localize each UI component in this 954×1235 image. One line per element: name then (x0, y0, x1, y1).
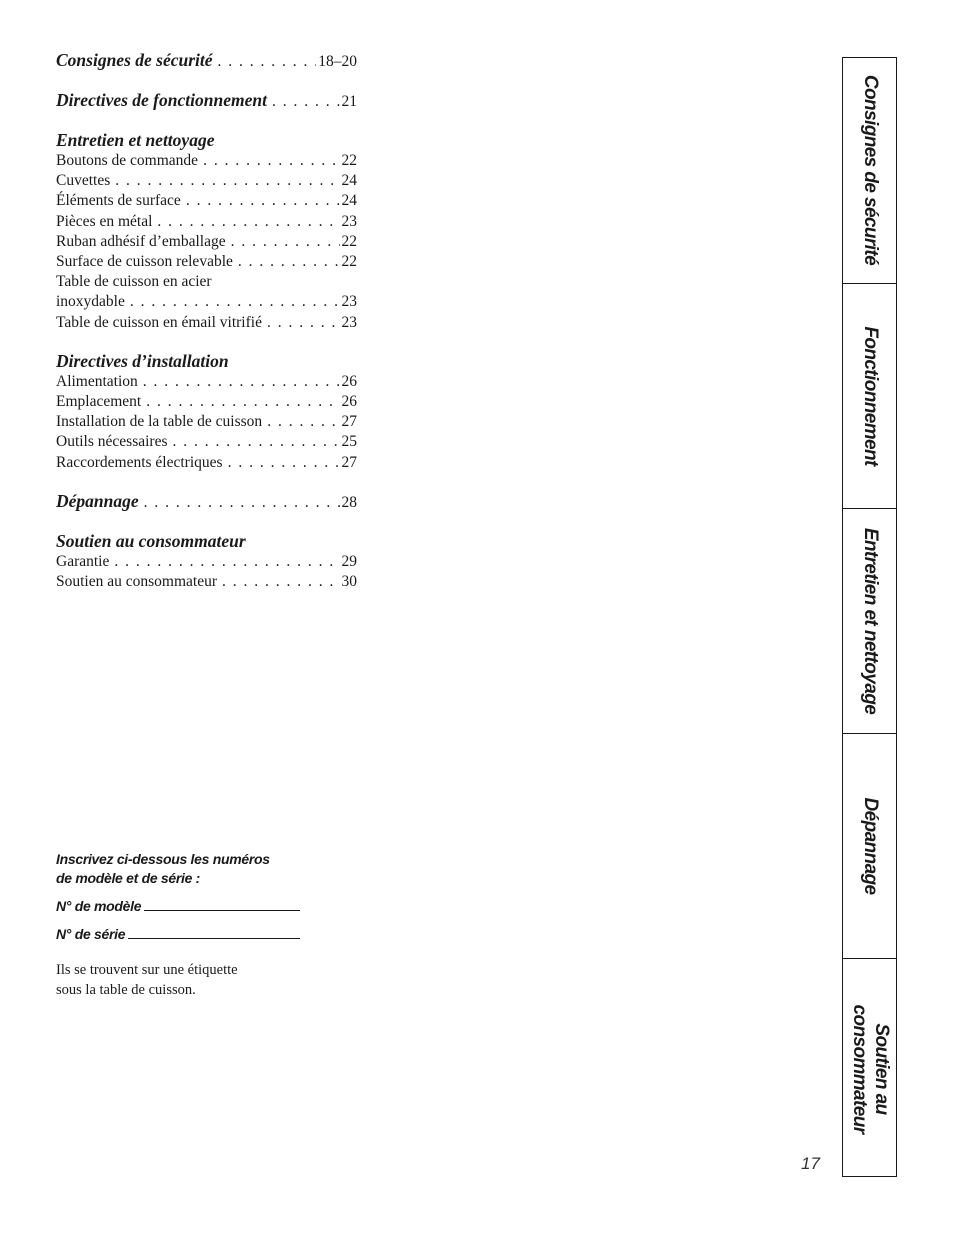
serial-number-line (56, 926, 300, 954)
toc-page-number: 30 (341, 573, 357, 591)
toc-entry-label: Installation de la table de cuisson (56, 413, 263, 431)
toc-page-number: 21 (341, 93, 357, 110)
dot-leader (130, 292, 340, 312)
toc-entry-label[interactable]: Table de cuisson en acier (56, 273, 212, 291)
toc-entry-label: Pièces en métal (56, 212, 153, 230)
dot-leader (272, 91, 340, 112)
tab-label: Dépannage (859, 797, 881, 895)
toc-entry-label: Outils nécessaires (56, 433, 168, 451)
toc-page-number: 22 (341, 232, 357, 250)
dot-leader (222, 572, 340, 592)
dot-leader (186, 191, 340, 211)
toc-entry[interactable] (56, 453, 357, 473)
toc-page-number: 26 (341, 372, 357, 390)
toc-section-safety (56, 50, 357, 72)
toc-heading-row[interactable] (56, 491, 357, 513)
toc-entry-label: Emplacement (56, 393, 142, 411)
toc-entry[interactable] (56, 171, 357, 191)
dot-leader (143, 372, 340, 392)
table-of-contents (56, 50, 357, 610)
dot-leader (238, 252, 340, 272)
toc-entry-label: Boutons de commande (56, 152, 199, 169)
toc-heading: Dépannage (56, 490, 139, 511)
toc-page-number: 23 (341, 313, 357, 331)
toc-heading: Directives de fonctionnement (56, 90, 267, 110)
toc-page-number: 24 (341, 172, 357, 190)
note-line: Ils se trouvent sur une étiquette (56, 962, 238, 978)
toc-page-number: 29 (341, 552, 357, 570)
dot-leader (267, 313, 340, 333)
tab-care-cleaning[interactable] (843, 508, 896, 734)
toc-section-installation (56, 351, 357, 473)
dot-leader (231, 232, 340, 252)
toc-entry-label-continued: inoxydable (56, 293, 125, 311)
tab-label (848, 1004, 892, 1133)
toc-entry[interactable] (56, 151, 357, 171)
toc-entry-label: Raccordements électriques (56, 453, 223, 471)
toc-entry[interactable] (56, 412, 357, 432)
toc-page-number: 22 (341, 253, 357, 271)
toc-entry[interactable] (56, 392, 357, 412)
dot-leader (228, 453, 340, 473)
toc-heading: Entretien et nettoyage (56, 130, 215, 150)
model-number-label: N° de modèle (56, 898, 142, 914)
toc-entry-label: Surface de cuisson relevable (56, 253, 233, 271)
dot-leader (157, 212, 339, 232)
toc-entry-label: Garantie (56, 552, 110, 570)
toc-page-number: 26 (341, 393, 357, 411)
tab-label-line: consommateur (848, 1004, 870, 1134)
record-instructions-line: de modèle et de série : (56, 870, 201, 886)
model-number-line (56, 898, 300, 926)
dot-leader (267, 412, 339, 432)
section-tabs (842, 57, 897, 1177)
toc-entry[interactable] (56, 313, 357, 333)
toc-page-number: 27 (341, 413, 357, 431)
toc-entry[interactable] (56, 252, 357, 272)
toc-section-troubleshooting (56, 491, 357, 513)
toc-entry[interactable] (56, 572, 357, 592)
tab-label: Entretien et nettoyage (859, 527, 881, 715)
tab-safety[interactable] (843, 58, 896, 283)
toc-entry[interactable] (56, 292, 357, 312)
dot-leader (144, 492, 340, 513)
toc-page-number: 27 (341, 453, 357, 471)
toc-entry[interactable] (56, 232, 357, 252)
toc-section-consumer-support (56, 531, 357, 592)
tab-troubleshooting[interactable] (843, 733, 896, 959)
toc-page-number: 18–20 (318, 53, 357, 70)
toc-heading: Consignes de sécurité (56, 50, 213, 70)
toc-entry-label: Soutien au consommateur (56, 573, 217, 591)
toc-page-number: 23 (341, 293, 357, 311)
dot-leader (203, 151, 339, 171)
toc-heading-row[interactable] (56, 50, 357, 72)
toc-page-number: 25 (341, 433, 357, 451)
toc-entry-label: Alimentation (56, 372, 138, 390)
tab-consumer-support[interactable] (843, 958, 896, 1179)
dot-leader (218, 51, 317, 72)
toc-section-operating (56, 90, 357, 112)
record-instructions-line: Inscrivez ci-dessous les numéros (56, 851, 270, 867)
toc-entry-label: Éléments de surface (56, 192, 181, 210)
toc-page-number: 22 (341, 152, 357, 169)
toc-page-number: 28 (341, 493, 357, 511)
toc-entry-label: Table de cuisson en émail vitrifié (56, 313, 262, 331)
dot-leader (172, 432, 339, 452)
toc-entry[interactable] (56, 432, 357, 452)
toc-heading: Soutien au consommateur (56, 530, 246, 551)
tab-label-line: Soutien au (870, 1023, 892, 1115)
toc-entry[interactable] (56, 552, 357, 572)
serial-number-field[interactable] (128, 926, 300, 939)
tab-label: Consignes de sécurité (859, 74, 881, 266)
record-instructions (56, 850, 316, 888)
serial-number-label: N° de série (56, 926, 126, 942)
dot-leader (115, 171, 339, 191)
toc-entry[interactable] (56, 212, 357, 232)
label-location-note (56, 960, 286, 1000)
page-number: 17 (801, 1154, 820, 1173)
toc-page-number: 23 (341, 212, 357, 230)
model-number-field[interactable] (144, 898, 300, 911)
toc-entry[interactable] (56, 372, 357, 392)
dot-leader (114, 552, 339, 572)
toc-entry-label: Ruban adhésif d’emballage (56, 232, 226, 250)
toc-page-number: 24 (341, 192, 357, 210)
toc-heading: Directives d’installation (56, 350, 229, 371)
dot-leader (146, 392, 339, 412)
tab-operating[interactable] (843, 283, 896, 509)
tab-label: Fonctionnement (859, 326, 881, 466)
model-serial-record-box (56, 850, 316, 1000)
toc-heading-row[interactable] (56, 90, 357, 112)
toc-entry-label: Cuvettes (56, 172, 111, 190)
toc-section-care-cleaning (56, 130, 357, 333)
toc-entry[interactable] (56, 191, 357, 211)
note-line: sous la table de cuisson. (56, 982, 196, 998)
